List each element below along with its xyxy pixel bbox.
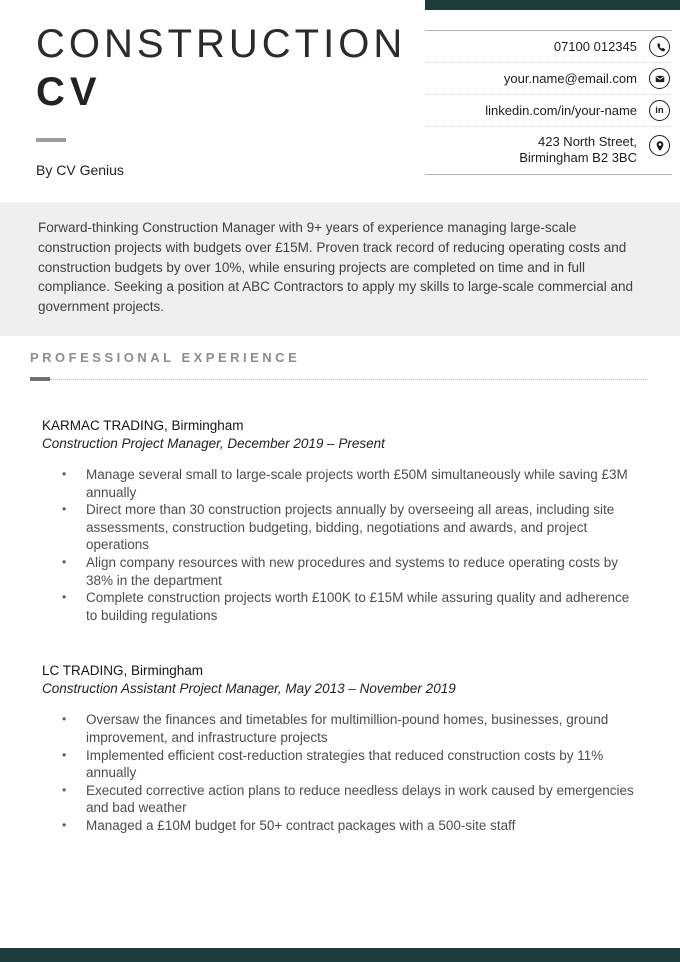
bullet-item: • Managed a £10M budget for 50+ contract packages with a 500-site staff	[86, 817, 640, 835]
section-heading: PROFESSIONAL EXPERIENCE	[30, 350, 301, 365]
job-entry-karmac	[42, 417, 640, 624]
bullet-item: • Manage several small to large-scale projects worth £50M simultaneously while saving £3M annually	[86, 466, 640, 501]
linkedin-glyph: in	[655, 104, 664, 116]
job-title: Construction Project Manager, December 2019 – Present	[42, 436, 385, 451]
contact-row-linkedin	[425, 95, 672, 127]
page-title-line1: CONSTRUCTION	[36, 22, 407, 66]
bullet-item: • Implemented efficient cost-reduction strategies that reduced construction costs by 11% annually	[86, 747, 640, 782]
bullet-item: • Oversaw the finances and timetables for multimillion-pound homes, businesses, ground improvement, and infrastructure projects	[86, 711, 640, 746]
job-entry-lc	[42, 662, 640, 834]
bullet-item: • Direct more than 30 construction projects annually by overseeing all areas, including site assessments, construction budgeting, bidding, negotiations and awards, and project operations	[86, 501, 640, 554]
contact-row-email	[425, 63, 672, 95]
summary-section	[0, 202, 680, 336]
bullet-item: • Align company resources with new procedures and systems to reduce operating costs by 38% in the department	[86, 554, 640, 589]
divider-tab	[30, 377, 50, 381]
job-bullets	[42, 466, 640, 624]
email-address: your.name@email.com	[503, 70, 637, 86]
postal-address	[519, 134, 637, 166]
top-accent-bar	[425, 0, 680, 10]
address-line1: 423 North Street,	[538, 134, 637, 149]
title-underline-dash	[36, 138, 66, 142]
location-icon	[649, 135, 670, 156]
section-divider	[30, 377, 648, 381]
divider-line	[50, 379, 648, 380]
contact-row-address	[425, 127, 672, 175]
bottom-accent-bar	[0, 948, 680, 962]
linkedin-url: linkedin.com/in/your-name	[485, 102, 637, 118]
contact-card	[425, 30, 672, 175]
job-title: Construction Assistant Project Manager, May 2013 – November 2019	[42, 681, 456, 697]
job-bullets	[42, 711, 640, 834]
byline: By CV Genius	[36, 162, 124, 178]
linkedin-icon	[649, 100, 670, 121]
experience-section	[0, 350, 680, 835]
phone-number: 07100 012345	[553, 38, 637, 54]
brand-block	[36, 22, 406, 178]
bullet-item: • Complete construction projects worth £100K to £15M while assuring quality and adherence to building regulations	[86, 589, 640, 624]
contact-row-phone	[425, 31, 672, 63]
address-line2: Birmingham B2 3BC	[519, 150, 637, 165]
phone-icon	[649, 36, 670, 57]
bullet-item: • Executed corrective action plans to reduce needless delays in work caused by emergencies and bad weather	[86, 782, 640, 817]
summary-text: Forward-thinking Construction Manager with 9+ years of experience managing large-scale construction projects with budgets over £15M. Proven track record of reducing operating costs and construction budgets by over 10%, while ensuring projects are completed on time and in full compliance. Seeking a position at ABC Contractors to apply my skills to large-scale commercial and government projects.	[38, 220, 634, 315]
email-icon	[649, 68, 670, 89]
page-title-line2: CV	[36, 70, 102, 114]
company-name: LC TRADING, Birmingham	[42, 663, 204, 679]
company-name: KARMAC TRADING, Birmingham	[42, 418, 244, 433]
